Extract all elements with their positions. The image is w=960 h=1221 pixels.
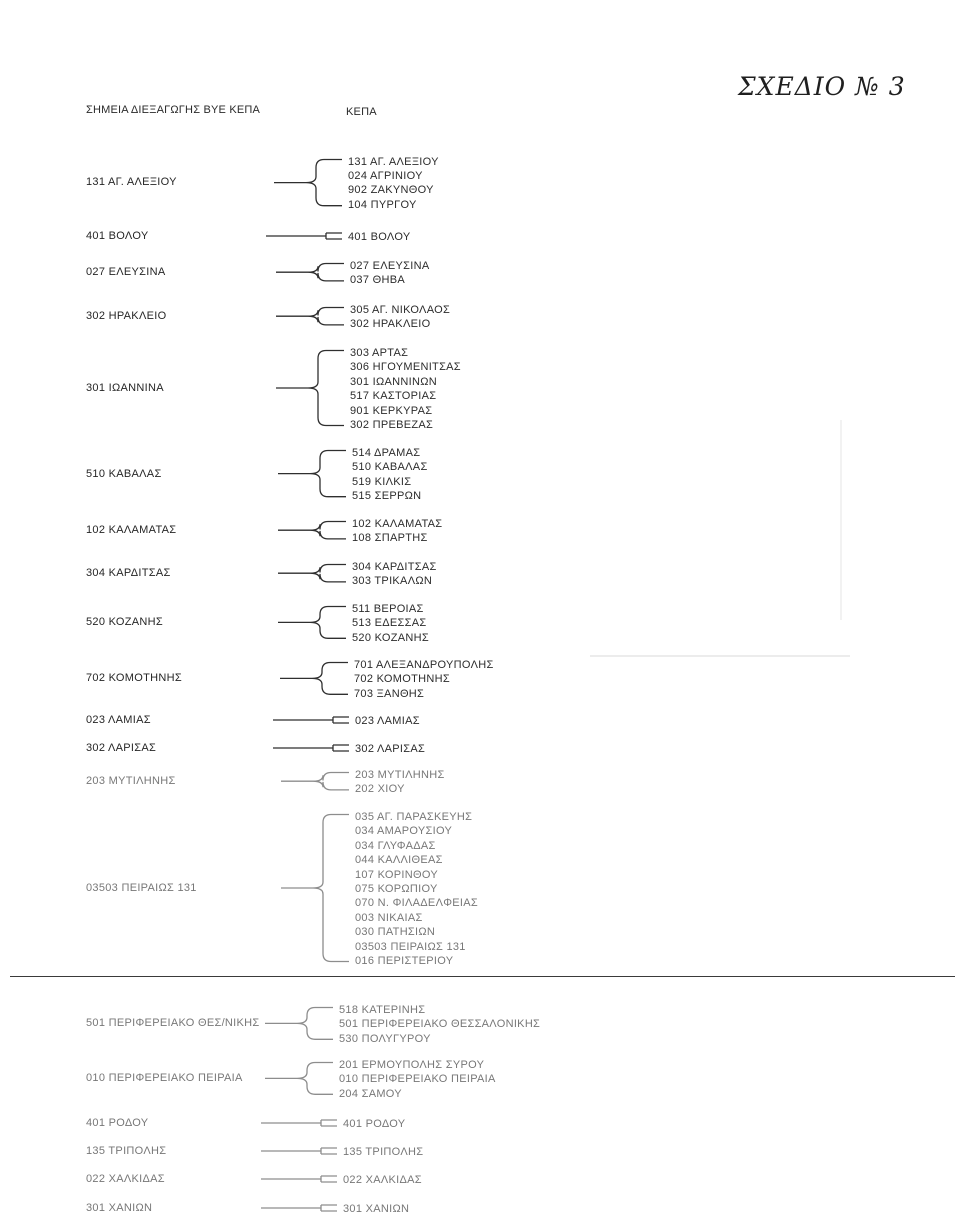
kepa-item: 135 ΤΡΙΠΟΛΗΣ bbox=[343, 1146, 424, 1158]
kepa-item: 022 ΧΑΛΚΙΔΑΣ bbox=[343, 1174, 422, 1186]
kepa-list bbox=[352, 560, 437, 589]
kepa-list bbox=[343, 1202, 409, 1216]
plan-number-label: ΣΧΕΔΙΟ № 3 bbox=[738, 72, 906, 101]
kepa-list bbox=[352, 602, 429, 645]
kepa-item: 010 ΠΕΡΙΦΕΡΕΙΑΚΟ ΠΕΙΡΑΙΑ bbox=[339, 1073, 496, 1086]
kepa-list bbox=[355, 714, 420, 728]
kepa-item: 703 ΞΑΝΘΗΣ bbox=[354, 687, 425, 700]
kepa-item: 304 ΚΑΡΔΙΤΣΑΣ bbox=[352, 561, 437, 573]
kepa-item: 515 ΣΕΡΡΩΝ bbox=[352, 490, 422, 503]
kepa-list bbox=[348, 155, 439, 213]
brace-connector-icon bbox=[266, 652, 356, 707]
kepa-item: 501 ΠΕΡΙΦΕΡΕΙΑΚΟ ΘΕΣΣΑΛΟΝΙΚΗΣ bbox=[339, 1018, 541, 1031]
page-separator-line bbox=[10, 976, 955, 977]
exam-location-label: 102 ΚΑΛΑΜΑΤΑΣ bbox=[86, 524, 177, 537]
kepa-item: 201 ΕΡΜΟΥΠΟΛΗΣ ΣΥΡΟΥ bbox=[339, 1059, 485, 1071]
kepa-item: 511 ΒΕΡΟΙΑΣ bbox=[352, 603, 424, 615]
exam-location-label: 301 ΧΑΝΙΩΝ bbox=[86, 1202, 153, 1214]
brace-connector-icon bbox=[267, 762, 357, 803]
brace-connector-icon bbox=[267, 804, 357, 974]
kepa-list bbox=[350, 303, 450, 332]
kepa-item: 302 ΛΑΡΙΣΑΣ bbox=[355, 743, 426, 755]
kepa-list bbox=[343, 1145, 423, 1159]
kepa-list bbox=[343, 1173, 422, 1187]
kepa-list bbox=[355, 768, 445, 797]
brace-connector-icon bbox=[264, 511, 354, 552]
kepa-item: 044 ΚΑΛΛΙΘΕΑΣ bbox=[355, 854, 443, 867]
kepa-item: 513 ΕΔΕΣΣΑΣ bbox=[352, 617, 427, 630]
kepa-item: 030 ΠΑΤΗΣΙΩΝ bbox=[355, 926, 436, 939]
brace-connector-icon bbox=[264, 440, 354, 510]
kepa-item: 305 ΑΓ. ΝΙΚΟΛΑΟΣ bbox=[350, 304, 451, 316]
kepa-item: 301 ΧΑΝΙΩΝ bbox=[343, 1203, 410, 1215]
single-connector-icon bbox=[255, 1139, 345, 1165]
exam-location-label: 027 ΕΛΕΥΣΙΝΑ bbox=[86, 266, 166, 279]
kepa-item: 303 ΑΡΤΑΣ bbox=[350, 347, 409, 359]
exam-location-label: 702 ΚΟΜΟΤΗΝΗΣ bbox=[86, 672, 182, 685]
kepa-item: 034 ΑΜΑΡΟΥΣΙΟΥ bbox=[355, 825, 453, 838]
brace-connector-icon bbox=[251, 997, 341, 1052]
kepa-item: 301 ΙΩΑΝΝΙΝΩΝ bbox=[350, 375, 437, 388]
scan-artifact bbox=[590, 655, 850, 657]
kepa-item: 520 ΚΟΖΑΝΗΣ bbox=[352, 631, 430, 644]
kepa-item: 302 ΠΡΕΒΕΖΑΣ bbox=[350, 418, 434, 431]
exam-location-label: 401 ΒΟΛΟΥ bbox=[86, 229, 149, 242]
kepa-list bbox=[354, 658, 494, 701]
kepa-item: 530 ΠΟΛΥΓΥΡΟΥ bbox=[339, 1032, 431, 1045]
kepa-list bbox=[350, 346, 461, 432]
kepa-item: 303 ΤΡΙΚΑΛΩΝ bbox=[352, 575, 433, 588]
scan-artifact bbox=[840, 420, 842, 620]
kepa-item: 202 ΧΙΟΥ bbox=[355, 783, 405, 796]
kepa-item: 510 ΚΑΒΑΛΑΣ bbox=[352, 461, 428, 474]
exam-location-label: 010 ΠΕΡΙΦΕΡΕΙΑΚΟ ΠΕΙΡΑΙΑ bbox=[86, 1072, 243, 1085]
exam-location-label: 302 ΗΡΑΚΛΕΙΟ bbox=[86, 310, 167, 323]
kepa-list bbox=[339, 1058, 496, 1101]
kepa-item: 102 ΚΑΛΑΜΑΤΑΣ bbox=[352, 518, 443, 530]
kepa-item: 519 ΚΙΛΚΙΣ bbox=[352, 475, 412, 488]
exam-location-label: 520 ΚΟΖΑΝΗΣ bbox=[86, 616, 164, 629]
kepa-item: 902 ΖΑΚΥΝΘΟΥ bbox=[348, 184, 434, 197]
kepa-item: 518 ΚΑΤΕΡΙΝΗΣ bbox=[339, 1004, 426, 1016]
kepa-item: 204 ΣΑΜΟΥ bbox=[339, 1087, 402, 1100]
kepa-item: 401 ΒΟΛΟΥ bbox=[348, 230, 411, 243]
kepa-list bbox=[355, 810, 478, 968]
exam-location-label: 03503 ΠΕΙΡΑΙΩΣ 131 bbox=[86, 882, 197, 894]
exam-location-label: 135 ΤΡΙΠΟΛΗΣ bbox=[86, 1145, 167, 1157]
kepa-item: 306 ΗΓΟΥΜΕΝΙΤΣΑΣ bbox=[350, 361, 461, 374]
kepa-item: 131 ΑΓ. ΑΛΕΞΙΟΥ bbox=[348, 155, 439, 168]
brace-connector-icon bbox=[262, 340, 352, 438]
single-connector-icon bbox=[260, 224, 350, 250]
single-connector-icon bbox=[267, 736, 357, 762]
exam-location-label: 023 ΛΑΜΙΑΣ bbox=[86, 714, 151, 726]
kepa-list bbox=[348, 230, 410, 244]
exam-location-label: 501 ΠΕΡΙΦΕΡΕΙΑΚΟ ΘΕΣ/ΝΙΚΗΣ bbox=[86, 1017, 260, 1030]
exam-location-label: 131 ΑΓ. ΑΛΕΞΙΟΥ bbox=[86, 176, 177, 189]
kepa-item: 107 ΚΟΡΙΝΘΟΥ bbox=[355, 868, 438, 881]
kepa-item: 003 ΝΙΚΑΙΑΣ bbox=[355, 911, 423, 924]
kepa-item: 701 ΑΛΕΞΑΝΔΡΟΥΠΟΛΗΣ bbox=[354, 659, 494, 671]
single-connector-icon bbox=[255, 1167, 345, 1193]
kepa-item: 024 ΑΓΡΙΝΙΟΥ bbox=[348, 169, 423, 182]
kepa-item: 03503 ΠΕΙΡΑΙΩΣ 131 bbox=[355, 940, 466, 953]
kepa-item: 023 ΛΑΜΙΑΣ bbox=[355, 715, 420, 727]
brace-connector-icon bbox=[262, 297, 352, 338]
kepa-item: 517 ΚΑΣΤΟΡΙΑΣ bbox=[350, 390, 437, 403]
kepa-item: 702 ΚΟΜΟΤΗΝΗΣ bbox=[354, 673, 450, 686]
brace-connector-icon bbox=[260, 149, 350, 219]
brace-connector-icon bbox=[251, 1052, 341, 1107]
kepa-item: 104 ΠΥΡΓΟΥ bbox=[348, 198, 417, 211]
kepa-item: 075 ΚΟΡΩΠΙΟΥ bbox=[355, 882, 438, 895]
kepa-item: 035 ΑΓ. ΠΑΡΑΣΚΕΥΗΣ bbox=[355, 811, 473, 823]
exam-location-label: 203 ΜΥΤΙΛΗΝΗΣ bbox=[86, 775, 176, 788]
brace-connector-icon bbox=[264, 596, 354, 651]
column-header-locations: ΣΗΜΕΙΑ ΔΙΕΞΑΓΩΓΗΣ ΒΥΕ ΚΕΠΑ bbox=[86, 104, 261, 116]
exam-location-label: 022 ΧΑΛΚΙΔΑΣ bbox=[86, 1173, 165, 1185]
kepa-item: 401 ΡΟΔΟΥ bbox=[343, 1118, 406, 1130]
single-connector-icon bbox=[255, 1196, 345, 1221]
column-header-kepa: ΚΕΠΑ bbox=[346, 106, 377, 118]
exam-location-label: 510 ΚΑΒΑΛΑΣ bbox=[86, 467, 162, 480]
kepa-list bbox=[355, 742, 425, 756]
kepa-list bbox=[343, 1117, 405, 1131]
brace-connector-icon bbox=[262, 253, 352, 294]
kepa-list bbox=[352, 517, 442, 546]
kepa-list bbox=[350, 259, 430, 288]
exam-location-label: 301 ΙΩΑΝΝΙΝΑ bbox=[86, 382, 164, 394]
exam-location-label: 302 ΛΑΡΙΣΑΣ bbox=[86, 742, 157, 754]
brace-connector-icon bbox=[264, 554, 354, 595]
kepa-item: 034 ΓΛΥΦΑΔΑΣ bbox=[355, 839, 436, 852]
kepa-item: 108 ΣΠΑΡΤΗΣ bbox=[352, 532, 428, 545]
kepa-list bbox=[339, 1003, 540, 1046]
kepa-item: 027 ΕΛΕΥΣΙΝΑ bbox=[350, 260, 430, 272]
kepa-item: 016 ΠΕΡΙΣΤΕΡΙΟΥ bbox=[355, 954, 454, 967]
kepa-item: 070 Ν. ΦΙΛΑΔΕΛΦΕΙΑΣ bbox=[355, 897, 479, 910]
single-connector-icon bbox=[267, 708, 357, 734]
kepa-item: 514 ΔΡΑΜΑΣ bbox=[352, 447, 421, 459]
kepa-list bbox=[352, 446, 428, 504]
kepa-item: 037 ΘΗΒΑ bbox=[350, 274, 405, 287]
kepa-item: 203 ΜΥΤΙΛΗΝΗΣ bbox=[355, 769, 445, 781]
kepa-item: 302 ΗΡΑΚΛΕΙΟ bbox=[350, 318, 431, 331]
single-connector-icon bbox=[255, 1111, 345, 1137]
kepa-item: 901 ΚΕΡΚΥΡΑΣ bbox=[350, 404, 433, 417]
exam-location-label: 401 ΡΟΔΟΥ bbox=[86, 1117, 149, 1129]
exam-location-label: 304 ΚΑΡΔΙΤΣΑΣ bbox=[86, 567, 171, 580]
